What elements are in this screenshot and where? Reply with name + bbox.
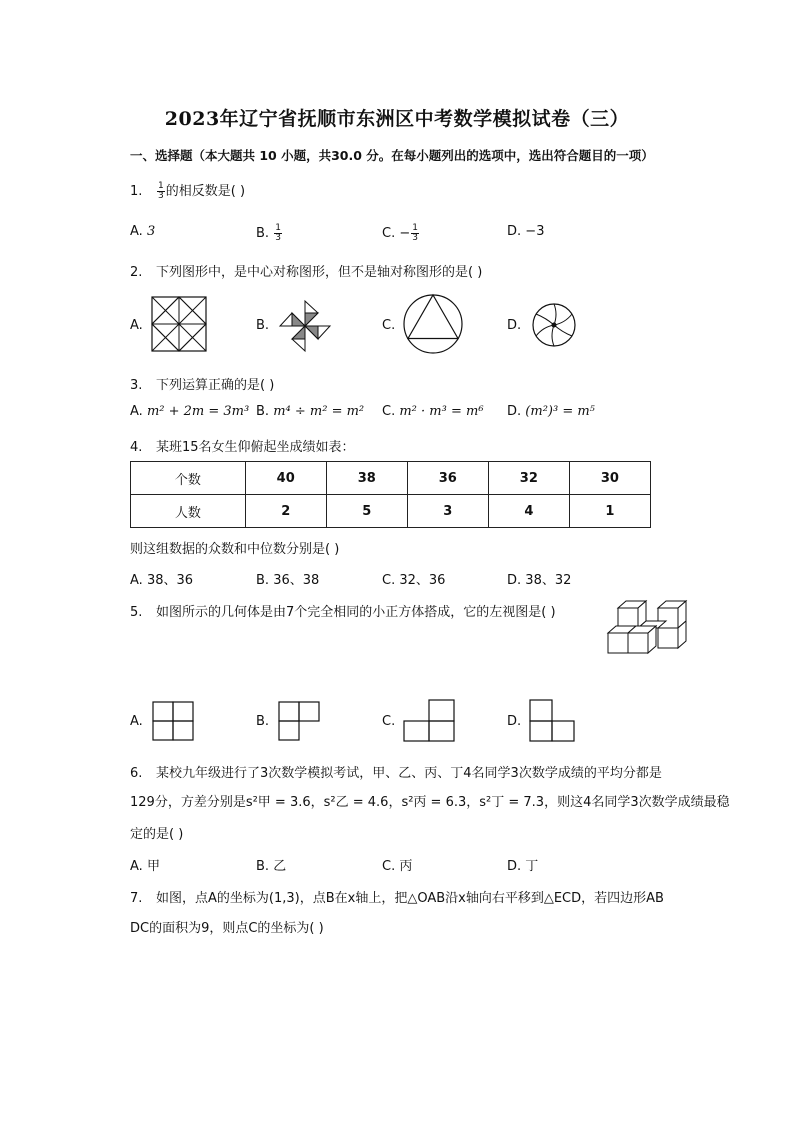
question-7-line-2: DC的面积为9，则点C的坐标为( ) — [130, 921, 324, 936]
option-b[interactable]: B. $\frac{1}{3}$ — [256, 223, 281, 243]
section-heading: 一、选择题（本大题共 10 小题，共30.0 分。在每小题列出的选项中，选出符合题目的一项） — [130, 148, 654, 163]
question-3: 3. 下列运算正确的是( ) — [130, 378, 275, 393]
view-b-figure — [278, 701, 322, 741]
square-diamond-figure — [151, 296, 207, 352]
question-6-line-2: 129分，方差分别是s²甲 = 3.6，s²乙 = 4.6，s²丙 = 6.3，s²丁 = 7.3，则这4名同学3次数学成绩最稳 — [130, 795, 730, 810]
option-b[interactable]: B. 乙 — [256, 859, 287, 874]
option-c[interactable]: C. — [382, 714, 396, 729]
option-b[interactable]: B. 36、38 — [256, 573, 320, 588]
question-7: 7. 如图，点A的坐标为(1,3)，点B在x轴上，把△OAB沿x轴向右平移到△ECD，若四边形AB — [130, 891, 664, 906]
view-d-figure — [529, 699, 579, 743]
question-6: 6. 某校九年级进行了3次数学模拟考试，甲、乙、丙、丁4名同学3次数学成绩的平均分都是 — [130, 766, 662, 781]
option-a[interactable]: A. 38、36 — [130, 573, 194, 588]
question-text: 的相反数是( ) — [165, 184, 246, 199]
circle-triangle-figure — [403, 294, 463, 354]
option-c[interactable]: C. 32、36 — [382, 573, 446, 588]
question-6-line-3: 定的是( ) — [130, 827, 184, 842]
question-4: 4. 某班15名女生仰俯起坐成绩如表： — [130, 440, 355, 455]
view-c-figure — [403, 699, 459, 743]
option-d[interactable]: D. −3 — [507, 224, 545, 239]
fraction: $\frac{1}{3}$ — [158, 181, 164, 201]
page-title: 2023年辽宁省抚顺市东洲区中考数学模拟试卷（三） — [164, 108, 630, 130]
option-c[interactable]: C. — [382, 318, 396, 333]
option-c[interactable]: C. m² · m³ = m⁶ — [382, 404, 484, 419]
question-4-prompt: 则这组数据的众数和中位数分别是( ) — [130, 542, 340, 557]
table-row: 个数 40 38 36 32 30 — [131, 462, 651, 495]
option-a[interactable]: A. 3 — [130, 224, 156, 239]
option-c[interactable]: C. − $\frac{1}{3}$ — [382, 223, 418, 243]
option-d[interactable]: D. — [507, 714, 522, 729]
view-a-figure — [152, 701, 196, 741]
option-d[interactable]: D. (m²)³ = m⁵ — [507, 404, 595, 419]
option-b[interactable]: B. — [256, 318, 270, 333]
option-a[interactable]: A. — [130, 318, 143, 333]
option-d[interactable]: D. — [507, 318, 522, 333]
option-a[interactable]: A. m² + 2m = 3m³ — [130, 404, 250, 419]
question-5: 5. 如图所示的几何体是由7个完全相同的小正方体搭成，它的左视图是( ) — [130, 605, 556, 620]
option-b[interactable]: B. m⁴ ÷ m² = m² — [256, 404, 365, 419]
cubes-3d-figure — [606, 600, 690, 656]
question-1 — [130, 180, 245, 201]
option-d[interactable]: D. 38、32 — [507, 573, 572, 588]
question-number: 1. — [130, 184, 143, 199]
option-a[interactable]: A. 甲 — [130, 859, 160, 874]
question-2: 2. 下列图形中，是中心对称图形，但不是轴对称图形的是( ) — [130, 265, 483, 280]
option-b[interactable]: B. — [256, 714, 270, 729]
circle-spokes-figure — [532, 303, 576, 347]
option-d[interactable]: D. 丁 — [507, 859, 539, 874]
grades-table — [130, 461, 651, 528]
pinwheel-figure — [278, 299, 332, 353]
option-c[interactable]: C. 丙 — [382, 859, 413, 874]
option-a[interactable]: A. — [130, 714, 143, 729]
table-row: 人数 2 5 3 4 1 — [131, 495, 651, 528]
